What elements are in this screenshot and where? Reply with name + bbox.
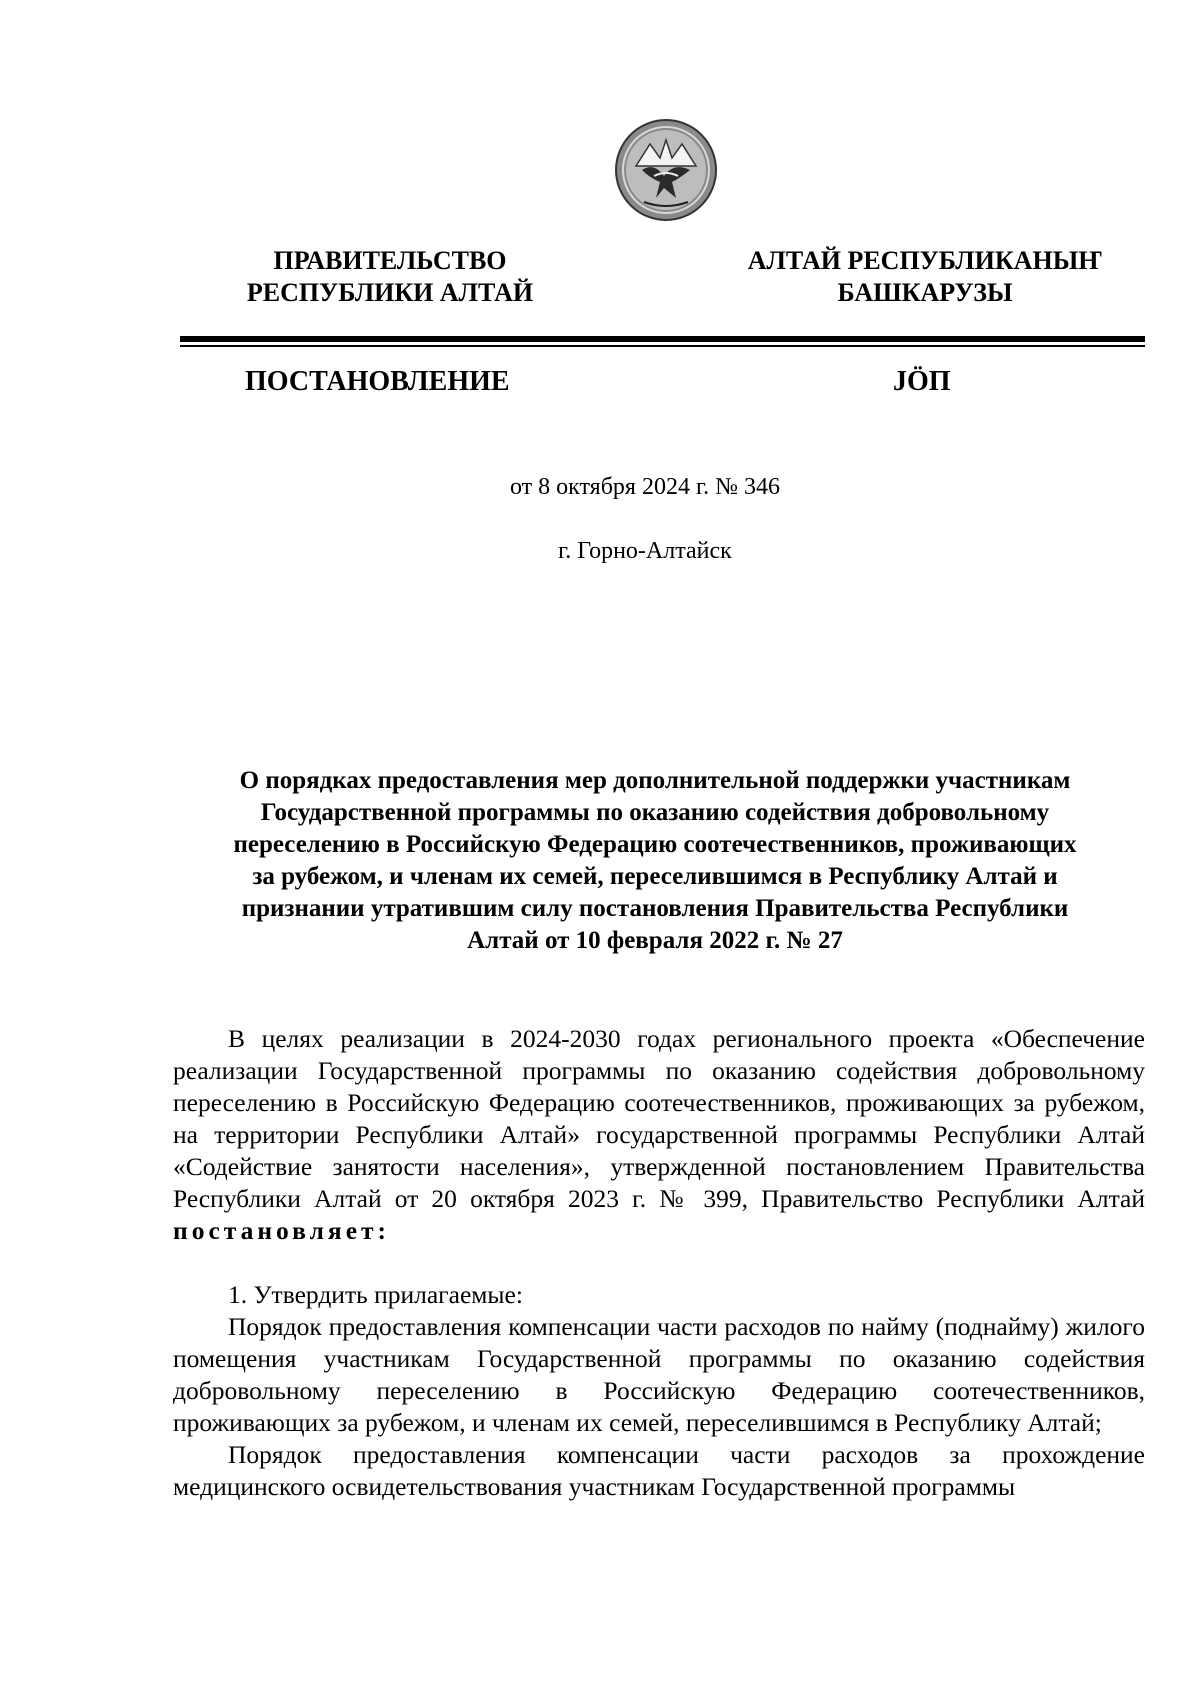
document-date-number: от 8 октября 2024 г. № 346 [509, 474, 780, 500]
title-line: Алтай от 10 февраля 2022 г. № 27 [467, 927, 843, 954]
doc-type-altai: JӦП [893, 366, 951, 397]
header-divider-thin [180, 345, 1145, 347]
header-divider-thick [180, 336, 1145, 342]
government-name-altai [715, 245, 1135, 309]
order-2-paragraph: Порядок предоставления компенсации части расходов за прохождение медицинского освидетельствования участникам Государственной программы [173, 1440, 1145, 1501]
resolves-keyword: постановляет: [173, 1216, 391, 1245]
title-line: признании утратившим силу постановления Правительства Республики [241, 895, 1069, 922]
preamble-text: В целях реализации в 2024-2030 годах регионального проекта «Обеспечение реализации Государственной программы по оказанию содействия добровольному переселению в Российскую Федерацию соотечественников, проживающих за рубежом, на территории Республики Алтай» государственной программы Республики Алтай «Содействие занятости населения», утвержденной постановлением Правительства Республики Алтай от 20 октября 2023 г. № 399, Правительство Республики Алтай [173, 1024, 1145, 1213]
document-body [173, 1023, 1145, 1503]
government-name-altai-line-2: БАШКАРУЗЫ [837, 278, 1013, 307]
preamble-paragraph [173, 1023, 1145, 1247]
title-line: О порядках предоставления мер дополнительной поддержки участникам [239, 767, 1071, 794]
order-1-paragraph: Порядок предоставления компенсации части расходов по найму (поднайму) жилого помещения участникам Государственной программы по оказанию содействия добровольному переселению в Российскую Федерацию соотечественников, проживающих за рубежом, и членам их семей, переселившимся в Республику Алтай; [173, 1312, 1145, 1437]
government-name-line-1: ПРАВИТЕЛЬСТВО [273, 246, 507, 275]
coat-of-arms-emblem [614, 118, 718, 222]
document-city: г. Горно-Алтайск [558, 538, 732, 564]
government-name-altai-line-1: АЛТАЙ РЕСПУБЛИКАНЫҤ [747, 246, 1103, 275]
government-name-russian [200, 245, 580, 309]
title-line: за рубежом, и членам их семей, переселившимся в Республику Алтай и [252, 863, 1058, 890]
item-1-paragraph: 1. Утвердить прилагаемые: [228, 1280, 523, 1309]
title-line: переселению в Российскую Федерацию соотечественников, проживающих [233, 831, 1077, 858]
doc-type-russian: ПОСТАНОВЛЕНИЕ [245, 366, 510, 397]
government-name-line-2: РЕСПУБЛИКИ АЛТАЙ [246, 278, 534, 307]
document-title [170, 765, 1140, 957]
title-line: Государственной программы по оказанию содействия добровольному [260, 799, 1050, 826]
